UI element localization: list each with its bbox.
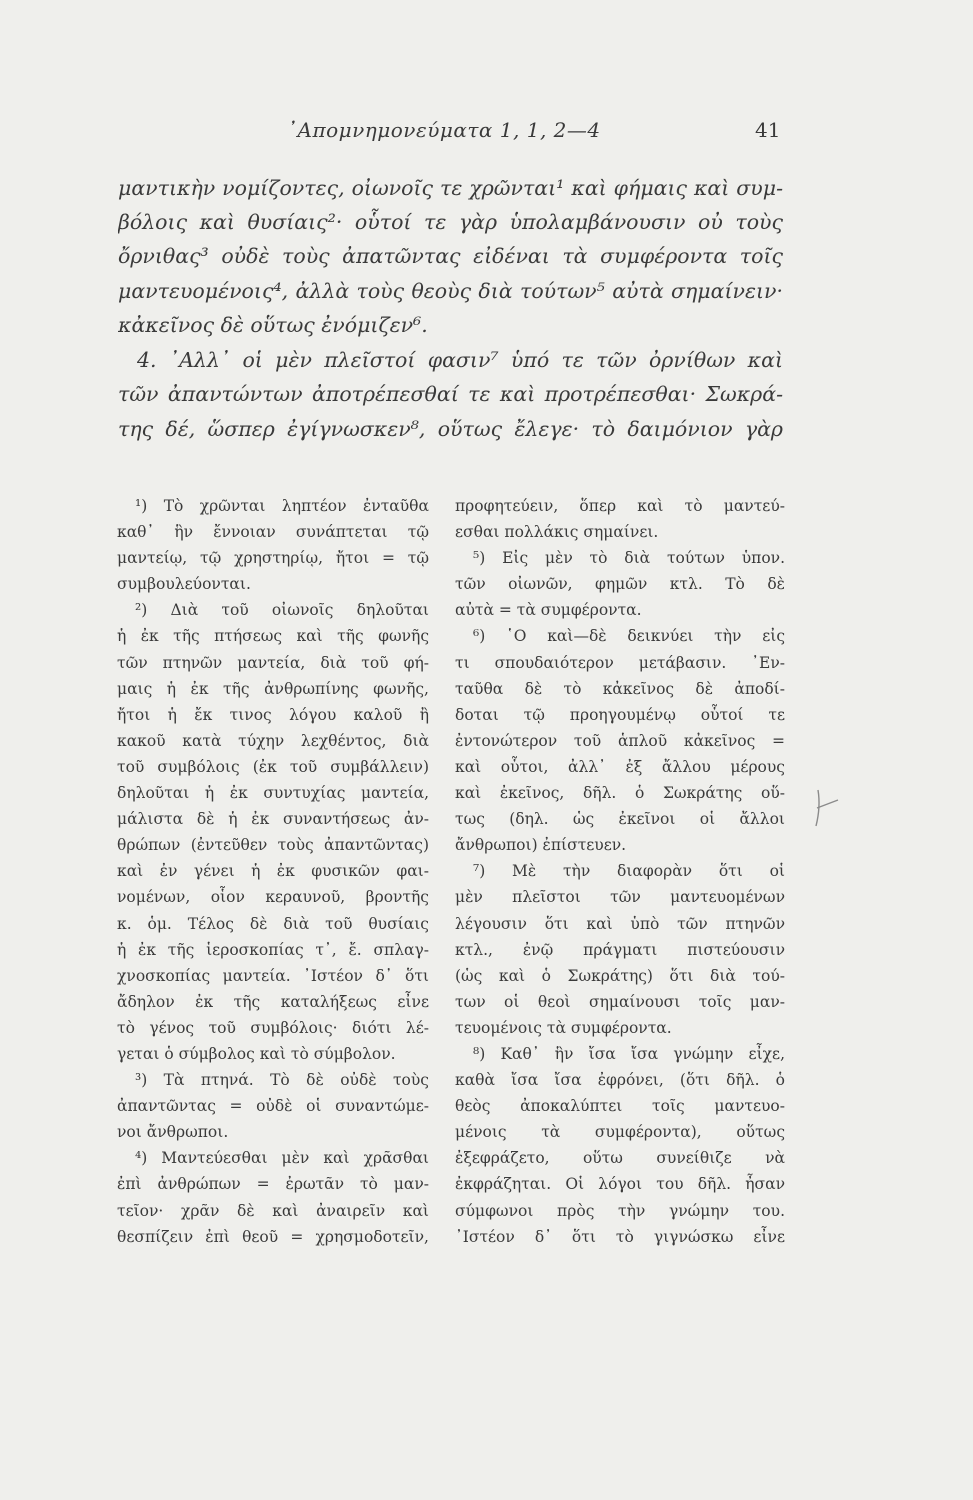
footnote-line: ⁸) Καθ᾿ ἣν ἴσα ἴσα γνώμην εἶχε, <box>473 1044 785 1063</box>
footnote-line: καὶ ἐκεῖνος, δῆλ. ὁ Σωκράτης οὕ- <box>455 784 785 803</box>
footnote-line: κτλ., ἐνῷ πράγματι πιστεύουσιν <box>455 940 785 959</box>
footnote-line: τως (δηλ. ὡς ἐκεῖνοι οἱ ἄλλοι <box>455 810 785 829</box>
footnote-line: θεὸς ἀποκαλύπτει τοῖς μαντευο- <box>455 1097 785 1116</box>
footnote-line: ἡ ἐκ τῆς ἱεροσκοπίας τ᾿, ἔ. σπλαγ- <box>117 940 429 959</box>
footnote-line: τι σπουδαιότερον μετάβασιν. ᾿Εν- <box>455 653 785 672</box>
footnote-line: ἐπὶ ἀνθρώπων = ἐρωτᾶν τὸ μαν- <box>117 1175 429 1194</box>
footnote-line: ταῦθα δὲ τὸ κἀκεῖνος δὲ ἀποδί- <box>455 679 785 698</box>
main-text-line: ὄρνιθας³ οὐδὲ τοὺς ἀπατῶντας εἰδέναι τὰ συμφέροντα τοῖς <box>118 244 783 268</box>
footnote-line: των οἱ θεοὶ σημαίνουσι τοῖς μαν- <box>455 992 785 1011</box>
footnote-line: κακοῦ κατὰ τύχην λεχθέντος, διὰ <box>117 731 429 750</box>
footnote-line: μὲν πλεῖστοι τῶν μαντευομένων <box>455 888 785 907</box>
footnote-line: ¹) Τὸ χρῶνται ληπτέον ἐνταῦθα <box>135 497 429 515</box>
footnote-line: τῶν πτηνῶν μαντεία, διὰ τοῦ φή- <box>117 653 429 672</box>
footnote-line: χνοσκοπίας μαντεία. ᾿Ιστέον δ᾿ ὅτι <box>117 966 429 985</box>
footnote-line: ἐκφράζηται. Οἱ λόγοι του δῆλ. ἦσαν <box>455 1175 785 1194</box>
main-text-line: 4. ᾿Αλλ᾿ οἱ μὲν πλεῖστοί φασιν⁷ ὑπό τε τῶν ὀρνίθων καὶ <box>137 348 783 372</box>
main-text-line: της δέ, ὥσπερ ἐγίγνωσκεν⁸, οὕτως ἔλεγε· τὸ δαιμόνιον γὰρ <box>118 417 783 441</box>
footnotes-right-column <box>455 493 785 1250</box>
footnote-line: καὶ ἐν γένει ἡ ἐκ φυσικῶν φαι- <box>117 862 429 881</box>
footnote-line: νοι ἄνθρωποι. <box>117 1123 229 1142</box>
page-header <box>0 118 973 148</box>
footnote-line: ἄδηλον ἐκ τῆς καταλήξεως εἶνε <box>117 992 429 1011</box>
main-text-line: μαντευομένοις⁴, ἀλλὰ τοὺς θεοὺς διὰ τούτων⁵ αὐτὰ σημαίνειν· <box>118 279 783 303</box>
main-text-line: τῶν ἀπαντώντων ἀποτρέπεσθαί τε καὶ προτρέπεσθαι· Σωκρά- <box>118 382 783 406</box>
footnote-line: καθ᾿ ἣν ἔννοιαν συνάπτεται τῷ <box>117 523 429 542</box>
footnote-line: δηλοῦται ἡ ἐκ συντυχίας μαντεία, <box>117 784 429 803</box>
footnote-line: τῶν οἰωνῶν, φημῶν κτλ. Τὸ δὲ <box>455 575 785 594</box>
footnote-line: λέγουσιν ὅτι καὶ ὑπὸ τῶν πτηνῶν <box>455 914 785 933</box>
running-title: ᾿Απομνημονεύματα 1, 1, 2—4 <box>287 118 601 142</box>
footnote-line: νομένων, οἷον κεραυνοῦ, βροντῆς <box>117 888 429 907</box>
footnote-line: ⁶) ῾Ο καὶ—δὲ δεικνύει τὴν εἰς <box>473 627 785 646</box>
footnote-line: θρώπων (ἐντεῦθεν τοὺς ἀπαντῶντας) <box>117 836 429 855</box>
footnote-line: θεσπίζειν ἐπὶ θεοῦ = χρησμοδοτεῖν, <box>117 1227 429 1246</box>
footnote-line: εσθαι πολλάκις σημαίνει. <box>455 523 659 542</box>
footnote-line: μάλιστα δὲ ἡ ἐκ συναντήσεως ἀν- <box>117 810 429 829</box>
pencil-mark <box>812 788 842 828</box>
footnote-line: τευομένοις τὰ συμφέροντα. <box>455 1018 672 1037</box>
page-number: 41 <box>755 118 781 142</box>
footnotes-left-column <box>117 493 429 1250</box>
footnote-line: καθὰ ἴσα ἴσα ἐφρόνει, (ὅτι δῆλ. ὁ <box>455 1071 785 1090</box>
footnote-line: τεῖον· χρᾶν δὲ καὶ ἀναιρεῖν καὶ <box>117 1201 429 1220</box>
main-text-line: βόλοις καὶ θυσίαις²· οὗτοί τε γὰρ ὑπολαμβάνουσιν οὐ τοὺς <box>118 210 783 234</box>
footnote-line: ἄνθρωποι) ἐπίστευεν. <box>455 836 627 855</box>
footnote-line: ἀπαντῶντας = οὐδὲ οἱ συναντώμε- <box>117 1097 429 1116</box>
footnote-line: κ. ὁμ. Τέλος δὲ διὰ τοῦ θυσίαις <box>117 914 429 933</box>
footnote-line: ⁴) Μαντεύεσθαι μὲν καὶ χρᾶσθαι <box>135 1149 429 1168</box>
footnote-line: ἡ ἐκ τῆς πτήσεως καὶ τῆς φωνῆς <box>117 627 429 646</box>
footnote-line: μαις ἡ ἐκ τῆς ἀνθρωπίνης φωνῆς, <box>117 679 429 698</box>
footnote-line: γεται ὁ σύμβολος καὶ τὸ σύμβολον. <box>117 1044 396 1063</box>
footnote-line: ²) Διὰ τοῦ οἰωνοῖς δηλοῦται <box>135 601 429 620</box>
main-text-line: κἀκεῖνος δὲ οὕτως ἐνόμιζεν⁶. <box>118 313 428 337</box>
footnote-line: δοται τῷ προηγουμένῳ οὗτοί τε <box>455 705 785 724</box>
footnote-line: μαντείῳ, τῷ χρηστηρίῳ, ἤτοι = τῷ <box>117 549 429 568</box>
footnote-line: ³) Τὰ πτηνά. Τὸ δὲ οὐδὲ τοὺς <box>135 1071 429 1090</box>
footnote-line: ἐξεφράζετο, οὕτω συνείθιζε νὰ <box>455 1149 785 1168</box>
footnote-line: ⁷) Μὲ τὴν διαφορὰν ὅτι οἱ <box>473 862 785 881</box>
footnote-line: ἤτοι ἡ ἔκ τινος λόγου καλοῦ ἢ <box>117 705 429 724</box>
footnote-line: σύμφωνοι πρὸς τὴν γνώμην του. <box>455 1201 785 1220</box>
footnote-line: ἐντονώτερον τοῦ ἁπλοῦ κἀκεῖνος = <box>455 731 785 750</box>
footnote-line: (ὡς καὶ ὁ Σωκράτης) ὅτι διὰ τού- <box>455 966 785 985</box>
footnote-line: αὐτὰ = τὰ συμφέροντα. <box>455 601 642 620</box>
footnote-line: μένοις τὰ συμφέροντα), οὕτως <box>455 1123 785 1142</box>
footnote-line: προφητεύειν, ὅπερ καὶ τὸ μαντεύ- <box>455 497 785 515</box>
footnote-line: ᾿Ιστέον δ᾿ ὅτι τὸ γιγνώσκω εἶνε <box>455 1227 785 1246</box>
footnote-line: τὸ γένος τοῦ συμβόλοις· διότι λέ- <box>117 1018 429 1037</box>
footnote-line: ⁵) Εἰς μὲν τὸ διὰ τούτων ὑπον. <box>473 549 785 568</box>
footnote-line: τοῦ συμβόλοις (ἐκ τοῦ συμβάλλειν) <box>117 757 429 776</box>
footnote-line: συμβουλεύονται. <box>117 575 251 594</box>
main-text-line: μαντικὴν νομίζοντες, οἰωνοῖς τε χρῶνται¹ καὶ φήμαις καὶ συμ- <box>118 176 783 200</box>
footnote-line: καὶ οὗτοι, ἀλλ᾿ ἐξ ἄλλου μέρους <box>455 757 785 776</box>
